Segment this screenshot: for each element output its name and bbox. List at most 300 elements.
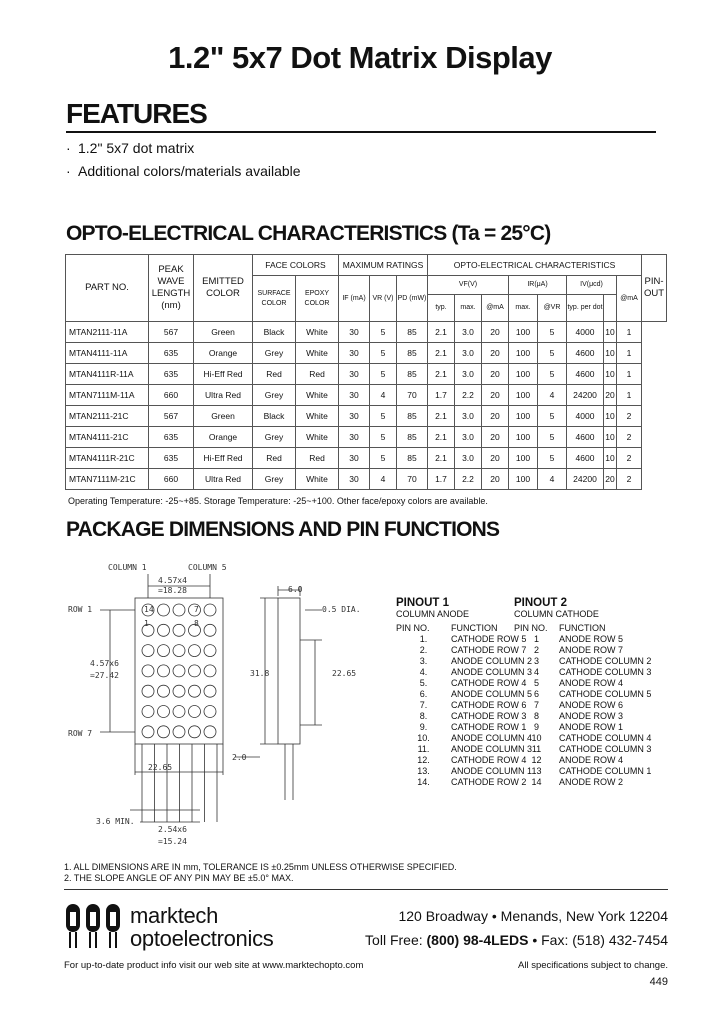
cell-part-no: MTAN7111M-11A xyxy=(66,385,149,406)
led-dot xyxy=(158,685,170,697)
pinout-row xyxy=(396,744,532,755)
th-vf-typ: typ. xyxy=(428,295,455,322)
table-row xyxy=(66,343,667,364)
pinout-row xyxy=(514,634,651,645)
pin-number: 10 xyxy=(531,733,542,743)
pinout2 xyxy=(514,598,651,788)
led-dot xyxy=(204,726,216,738)
cell-ir-max: 100 xyxy=(509,427,538,448)
cell-pd: 85 xyxy=(397,448,428,469)
pinout-row xyxy=(514,744,651,755)
led-dot xyxy=(158,706,170,718)
cell-vf-at-ma: 20 xyxy=(482,322,509,343)
cell-emitted-color: Green xyxy=(194,322,253,343)
logo-line1: marktech xyxy=(130,903,219,928)
cell-part-no: MTAN7111M-21C xyxy=(66,469,149,490)
pinout-row xyxy=(514,667,651,678)
cell-vf-at-ma: 20 xyxy=(482,469,509,490)
cell-iv-at-ma: 10 xyxy=(604,343,617,364)
table-row xyxy=(66,448,667,469)
th-face-colors: FACE COLORS xyxy=(253,255,339,276)
pinout-row xyxy=(514,678,651,689)
led-dot xyxy=(142,665,154,677)
led-dot xyxy=(158,624,170,636)
cell-vf-at-ma: 20 xyxy=(482,427,509,448)
led-dot xyxy=(189,645,201,657)
cell-peak-wavelength: 635 xyxy=(149,448,194,469)
led-dot xyxy=(204,624,216,636)
features-heading: FEATURES xyxy=(66,98,207,129)
cell-iv-at-ma: 10 xyxy=(604,448,617,469)
pinout2-subtitle: COLUMN CATHODE xyxy=(514,609,599,619)
led-dot xyxy=(158,726,170,738)
pin-number: 10. xyxy=(417,733,430,743)
pinout-row xyxy=(514,689,651,700)
led-dot xyxy=(142,685,154,697)
dot-matrix xyxy=(142,604,216,738)
cell-peak-wavelength: 635 xyxy=(149,343,194,364)
cell-surface-color: Grey xyxy=(253,427,296,448)
address: 120 Broadway • Menands, New York 12204 xyxy=(398,908,668,924)
pin-function: CATHODE ROW 3 xyxy=(451,711,527,721)
dim-20: 2.0 xyxy=(232,753,247,762)
fax: • Fax: (518) 432-7454 xyxy=(532,932,668,948)
pin-function: ANODE ROW 4 xyxy=(559,755,624,765)
pinout-row xyxy=(514,755,651,766)
led-dot xyxy=(189,685,201,697)
cell-iv-typ: 4600 xyxy=(567,364,604,385)
cell-vr: 5 xyxy=(370,364,397,385)
cell-vr: 5 xyxy=(370,322,397,343)
cell-pd: 85 xyxy=(397,322,428,343)
cell-vf-max: 2.2 xyxy=(455,469,482,490)
cell-ir-at-vr: 5 xyxy=(538,343,567,364)
led-dot xyxy=(173,685,185,697)
th-iv-at-ma: @mA xyxy=(617,276,642,322)
pin-number: 1. xyxy=(419,634,428,644)
pin-number: 2. xyxy=(419,645,428,655)
pin-function: ANODE COLUMN 3 xyxy=(451,744,533,754)
led-dot xyxy=(173,604,185,616)
cell-iv-at-ma: 10 xyxy=(604,427,617,448)
cell-part-no: MTAN4111-21C xyxy=(66,427,149,448)
pin-number: 8 xyxy=(533,711,539,721)
cell-vf-max: 3.0 xyxy=(455,322,482,343)
dim-2265b: 22.65 xyxy=(148,763,173,772)
th-ir-at-vr: @VR xyxy=(538,295,567,322)
cell-ir-max: 100 xyxy=(509,469,538,490)
pinout-row xyxy=(396,700,532,711)
pinout-row xyxy=(396,711,532,722)
cell-peak-wavelength: 635 xyxy=(149,427,194,448)
operating-note: Operating Temperature: -25~+85. Storage Temperature: -25~+100. Other face/epoxy colors are available. xyxy=(68,496,488,506)
cell-pinout: 1 xyxy=(617,322,642,343)
led-dot xyxy=(204,645,216,657)
pin-number: 1 xyxy=(533,634,539,644)
pin-function: CATHODE COLUMN 4 xyxy=(559,733,652,743)
table-row xyxy=(66,406,667,427)
cell-peak-wavelength: 567 xyxy=(149,406,194,427)
dim-1524: =15.24 xyxy=(158,837,187,846)
pin-function: ANODE COLUMN 5 xyxy=(451,689,533,699)
dim-457x4: 4.57x4 xyxy=(158,576,187,585)
pin-number: 3 xyxy=(533,656,539,666)
th-ir-max: max. xyxy=(509,295,538,322)
dim-318: 31.8 xyxy=(250,669,270,678)
pin-function: CATHODE COLUMN 3 xyxy=(559,667,652,677)
pin-number: 2 xyxy=(533,645,539,655)
th-iv-typ-per-dot: typ. per dot xyxy=(567,295,604,322)
pin-function: CATHODE ROW 2 xyxy=(451,777,527,787)
cell-epoxy-color: White xyxy=(296,469,339,490)
cell-ir-max: 100 xyxy=(509,385,538,406)
cell-emitted-color: Green xyxy=(194,406,253,427)
cell-vf-typ: 1.7 xyxy=(428,385,455,406)
pin-function: CATHODE COLUMN 3 xyxy=(559,744,652,754)
cell-vr: 4 xyxy=(370,385,397,406)
cell-surface-color: Black xyxy=(253,406,296,427)
cell-ir-max: 100 xyxy=(509,364,538,385)
cell-part-no: MTAN2111-21C xyxy=(66,406,149,427)
pinout-row xyxy=(514,711,651,722)
pinout1 xyxy=(396,598,532,788)
pinout-row xyxy=(514,777,651,788)
th-vf-at-ma: @mA xyxy=(482,295,509,322)
pin-function: CATHODE COLUMN 5 xyxy=(559,689,652,699)
cell-ir-max: 100 xyxy=(509,406,538,427)
pin-number: 11. xyxy=(417,744,430,754)
pinout1-col-pin: PIN NO. xyxy=(396,623,430,633)
th-iv: IV(μcd) xyxy=(567,276,617,295)
cell-vf-typ: 2.1 xyxy=(428,343,455,364)
cell-vf-at-ma: 20 xyxy=(482,364,509,385)
toll-number: (800) 98-4LEDS xyxy=(426,932,529,948)
cell-if: 30 xyxy=(339,385,370,406)
cell-ir-max: 100 xyxy=(509,322,538,343)
cell-part-no: MTAN4111-11A xyxy=(66,343,149,364)
cell-iv-at-ma: 20 xyxy=(604,385,617,406)
dim-column5: COLUMN 5 xyxy=(188,563,227,572)
cell-peak-wavelength: 567 xyxy=(149,322,194,343)
feature-item: · 1.2" 5x7 dot matrix xyxy=(66,140,195,156)
cell-iv-typ: 4000 xyxy=(567,322,604,343)
cell-ir-at-vr: 4 xyxy=(538,385,567,406)
cell-vf-at-ma: 20 xyxy=(482,343,509,364)
cell-if: 30 xyxy=(339,406,370,427)
cell-epoxy-color: White xyxy=(296,406,339,427)
cell-surface-color: Black xyxy=(253,322,296,343)
cell-vf-typ: 2.1 xyxy=(428,448,455,469)
cell-vf-max: 3.0 xyxy=(455,343,482,364)
th-pinout: PIN-OUT xyxy=(642,255,667,322)
cell-peak-wavelength: 635 xyxy=(149,364,194,385)
pin-number: 9 xyxy=(533,722,539,732)
led-dot xyxy=(204,685,216,697)
pinout-row xyxy=(396,777,532,788)
pin-function: ANODE COLUMN 1 xyxy=(451,766,533,776)
cell-vf-at-ma: 20 xyxy=(482,406,509,427)
cell-pd: 85 xyxy=(397,427,428,448)
pin-function: ANODE ROW 1 xyxy=(559,722,624,732)
pinout-row xyxy=(396,667,532,678)
cell-peak-wavelength: 660 xyxy=(149,469,194,490)
pin-function: ANODE ROW 3 xyxy=(559,711,624,721)
cell-pinout: 2 xyxy=(617,448,642,469)
package-dimension-drawing xyxy=(60,560,380,860)
pin-number: 5 xyxy=(533,678,539,688)
dim-pin1: 1 xyxy=(144,619,149,628)
pinout-row xyxy=(396,634,532,645)
cell-vf-max: 3.0 xyxy=(455,427,482,448)
pin-function: ANODE ROW 4 xyxy=(559,678,624,688)
note-item: 2. THE SLOPE ANGLE OF ANY PIN MAY BE ±5.0° MAX. xyxy=(64,873,294,883)
pin-number: 8. xyxy=(419,711,428,721)
cell-vr: 5 xyxy=(370,427,397,448)
pinout1-title: PINOUT 1 xyxy=(396,597,450,609)
pin-number: 3. xyxy=(419,656,428,666)
cell-emitted-color: Ultra Red xyxy=(194,385,253,406)
cell-epoxy-color: White xyxy=(296,343,339,364)
th-epoxy-color: EPOXY COLOR xyxy=(296,276,339,322)
th-vf-max: max. xyxy=(455,295,482,322)
disclaimer: All specifications subject to change. xyxy=(518,960,668,971)
cell-pd: 85 xyxy=(397,343,428,364)
th-vf: VF(V) xyxy=(428,276,509,295)
cell-vf-max: 3.0 xyxy=(455,406,482,427)
dim-1828: =18.28 xyxy=(158,586,187,595)
th-surface-color: SURFACE COLOR xyxy=(253,276,296,322)
pinout-row xyxy=(396,766,532,777)
cell-emitted-color: Orange xyxy=(194,343,253,364)
cell-part-no: MTAN4111R-21C xyxy=(66,448,149,469)
package-heading: PACKAGE DIMENSIONS AND PIN FUNCTIONS xyxy=(66,518,500,541)
cell-vf-typ: 2.1 xyxy=(428,406,455,427)
pin-number: 12 xyxy=(531,755,542,765)
cell-if: 30 xyxy=(339,364,370,385)
side-view-outline xyxy=(278,598,300,744)
cell-ir-at-vr: 5 xyxy=(538,427,567,448)
cell-iv-typ: 24200 xyxy=(567,385,604,406)
cell-vr: 5 xyxy=(370,448,397,469)
cell-emitted-color: Hi-Eff Red xyxy=(194,364,253,385)
cell-vf-at-ma: 20 xyxy=(482,385,509,406)
cell-if: 30 xyxy=(339,427,370,448)
cell-if: 30 xyxy=(339,448,370,469)
cell-epoxy-color: White xyxy=(296,322,339,343)
pinout-row xyxy=(396,689,532,700)
page-title: 1.2" 5x7 Dot Matrix Display xyxy=(168,40,552,75)
pin-function: CATHODE ROW 1 xyxy=(451,722,527,732)
th-if: IF (mA) xyxy=(339,276,370,322)
dim-pin7: 7 xyxy=(194,605,199,614)
led-dot xyxy=(142,645,154,657)
pin-number: 5. xyxy=(419,678,428,688)
pin-number: 4. xyxy=(419,667,428,677)
pin-function: ANODE ROW 2 xyxy=(559,777,624,787)
cell-ir-at-vr: 4 xyxy=(538,469,567,490)
cell-pd: 85 xyxy=(397,364,428,385)
pin-number: 13. xyxy=(417,766,430,776)
dim-2265a: 22.65 xyxy=(332,669,357,678)
th-part-no: PART NO. xyxy=(66,255,149,322)
cell-pd: 70 xyxy=(397,385,428,406)
pin-function: CATHODE ROW 7 xyxy=(451,645,527,655)
led-dot xyxy=(173,624,185,636)
pin-function: ANODE ROW 5 xyxy=(559,634,624,644)
cell-emitted-color: Orange xyxy=(194,427,253,448)
cell-surface-color: Red xyxy=(253,448,296,469)
th-max-ratings: MAXIMUM RATINGS xyxy=(339,255,428,276)
website-line: For up-to-date product info visit our web site at www.marktechopto.com xyxy=(64,960,364,971)
pin-number: 14 xyxy=(531,777,542,787)
pinout-row xyxy=(396,656,532,667)
cell-iv-typ: 4600 xyxy=(567,343,604,364)
dim-pin8: 8 xyxy=(194,619,199,628)
pin-function: ANODE COLUMN 4 xyxy=(451,733,533,743)
cell-vf-typ: 1.7 xyxy=(428,469,455,490)
cell-surface-color: Grey xyxy=(253,385,296,406)
pin-number: 4 xyxy=(533,667,539,677)
cell-emitted-color: Hi-Eff Red xyxy=(194,448,253,469)
toll-label: Toll Free: xyxy=(365,932,423,948)
cell-iv-at-ma: 10 xyxy=(604,322,617,343)
cell-if: 30 xyxy=(339,343,370,364)
cell-ir-at-vr: 5 xyxy=(538,406,567,427)
cell-emitted-color: Ultra Red xyxy=(194,469,253,490)
pin-number: 12. xyxy=(417,755,430,765)
cell-ir-at-vr: 5 xyxy=(538,322,567,343)
pin-function: CATHODE ROW 4 xyxy=(451,678,527,688)
th-vr: VR (V) xyxy=(370,276,397,322)
th-emitted-color: EMITTED COLOR xyxy=(194,255,253,322)
th-pd: PD (mW) xyxy=(397,276,428,322)
pin-function: CATHODE ROW 4 xyxy=(451,755,527,765)
dim-457x6: 4.57x6 xyxy=(90,659,119,668)
led-dot xyxy=(189,665,201,677)
th-peak-wavelength: PEAK WAVE LENGTH (nm) xyxy=(149,255,194,322)
pin-number: 13 xyxy=(531,766,542,776)
pin-number: 7 xyxy=(533,700,539,710)
cell-pd: 70 xyxy=(397,469,428,490)
cell-pinout: 1 xyxy=(617,385,642,406)
pin-function: ANODE COLUMN 2 xyxy=(451,656,533,666)
cell-ir-max: 100 xyxy=(509,343,538,364)
cell-vr: 4 xyxy=(370,469,397,490)
dim-36: 3.6 MIN. xyxy=(96,817,135,826)
characteristics-table xyxy=(65,254,667,490)
features-rule xyxy=(66,131,656,133)
led-dot xyxy=(158,665,170,677)
dim-2742: =27.42 xyxy=(90,671,119,680)
th-ir: IR(μA) xyxy=(509,276,567,295)
led-dot xyxy=(204,665,216,677)
pinout2-title: PINOUT 2 xyxy=(514,597,568,609)
cell-vf-typ: 2.1 xyxy=(428,364,455,385)
note-item: 1. ALL DIMENSIONS ARE IN mm, TOLERANCE IS ±0.25mm UNLESS OTHERWISE SPECIFIED. xyxy=(64,862,457,872)
cell-surface-color: Grey xyxy=(253,469,296,490)
cell-epoxy-color: White xyxy=(296,385,339,406)
led-dot xyxy=(189,706,201,718)
feature-item: · Additional colors/materials available xyxy=(66,163,301,179)
cell-pd: 85 xyxy=(397,406,428,427)
pin-number: 14. xyxy=(417,777,430,787)
pinout-row xyxy=(396,733,532,744)
pinout2-col-func: FUNCTION xyxy=(559,623,606,633)
logo-line2: optoelectronics xyxy=(130,926,274,951)
cell-if: 30 xyxy=(339,322,370,343)
pin-function: CATHODE ROW 5 xyxy=(451,634,527,644)
pin-number: 9. xyxy=(419,722,428,732)
logo-text xyxy=(130,904,273,950)
cell-epoxy-color: Red xyxy=(296,448,339,469)
led-dot xyxy=(158,604,170,616)
dim-row7: ROW 7 xyxy=(68,729,93,738)
table-row xyxy=(66,364,667,385)
cell-surface-color: Red xyxy=(253,364,296,385)
dim-254: 2.54x6 xyxy=(158,825,187,834)
cell-vr: 5 xyxy=(370,406,397,427)
led-dot xyxy=(173,665,185,677)
pin-function: ANODE ROW 7 xyxy=(559,645,624,655)
pin-number: 6 xyxy=(533,689,539,699)
pin-function: CATHODE ROW 6 xyxy=(451,700,527,710)
led-dot xyxy=(204,706,216,718)
table-row xyxy=(66,385,667,406)
pinout-row xyxy=(514,700,651,711)
cell-pinout: 1 xyxy=(617,343,642,364)
pinout-row xyxy=(514,722,651,733)
led-dot xyxy=(173,726,185,738)
pin-function: ANODE COLUMN 3 xyxy=(451,667,533,677)
contact-line xyxy=(365,932,668,948)
cell-iv-typ: 4600 xyxy=(567,448,604,469)
cell-part-no: MTAN4111R-11A xyxy=(66,364,149,385)
cell-pinout: 1 xyxy=(617,364,642,385)
dim-pin14: 14 xyxy=(144,605,154,614)
cell-pinout: 2 xyxy=(617,406,642,427)
cell-epoxy-color: White xyxy=(296,427,339,448)
th-opto-characteristics: OPTO-ELECTRICAL CHARACTERISTICS xyxy=(428,255,642,276)
cell-vr: 5 xyxy=(370,343,397,364)
cell-iv-at-ma: 10 xyxy=(604,364,617,385)
table-row xyxy=(66,322,667,343)
pin-function: CATHODE COLUMN 2 xyxy=(559,656,652,666)
dim-05: 0.5 DIA. xyxy=(322,605,361,614)
cell-pinout: 2 xyxy=(617,469,642,490)
pinout-row xyxy=(514,656,651,667)
cell-pinout: 2 xyxy=(617,427,642,448)
cell-iv-typ: 4000 xyxy=(567,406,604,427)
marktech-logo-icon xyxy=(64,900,124,952)
cell-ir-at-vr: 5 xyxy=(538,364,567,385)
pin-function: CATHODE COLUMN 1 xyxy=(559,766,652,776)
led-dot xyxy=(173,645,185,657)
cell-ir-at-vr: 5 xyxy=(538,448,567,469)
pinout-row xyxy=(514,766,651,777)
pinout2-col-pin: PIN NO. xyxy=(514,623,548,633)
table-row xyxy=(66,469,667,490)
cell-vf-max: 2.2 xyxy=(455,385,482,406)
cell-iv-at-ma: 20 xyxy=(604,469,617,490)
footer-rule xyxy=(64,889,668,890)
table-row xyxy=(66,427,667,448)
pin-number: 11 xyxy=(531,744,542,754)
page-number: 449 xyxy=(649,976,668,988)
led-dot xyxy=(158,645,170,657)
cell-epoxy-color: Red xyxy=(296,364,339,385)
pinout-row xyxy=(396,645,532,656)
cell-ir-max: 100 xyxy=(509,448,538,469)
